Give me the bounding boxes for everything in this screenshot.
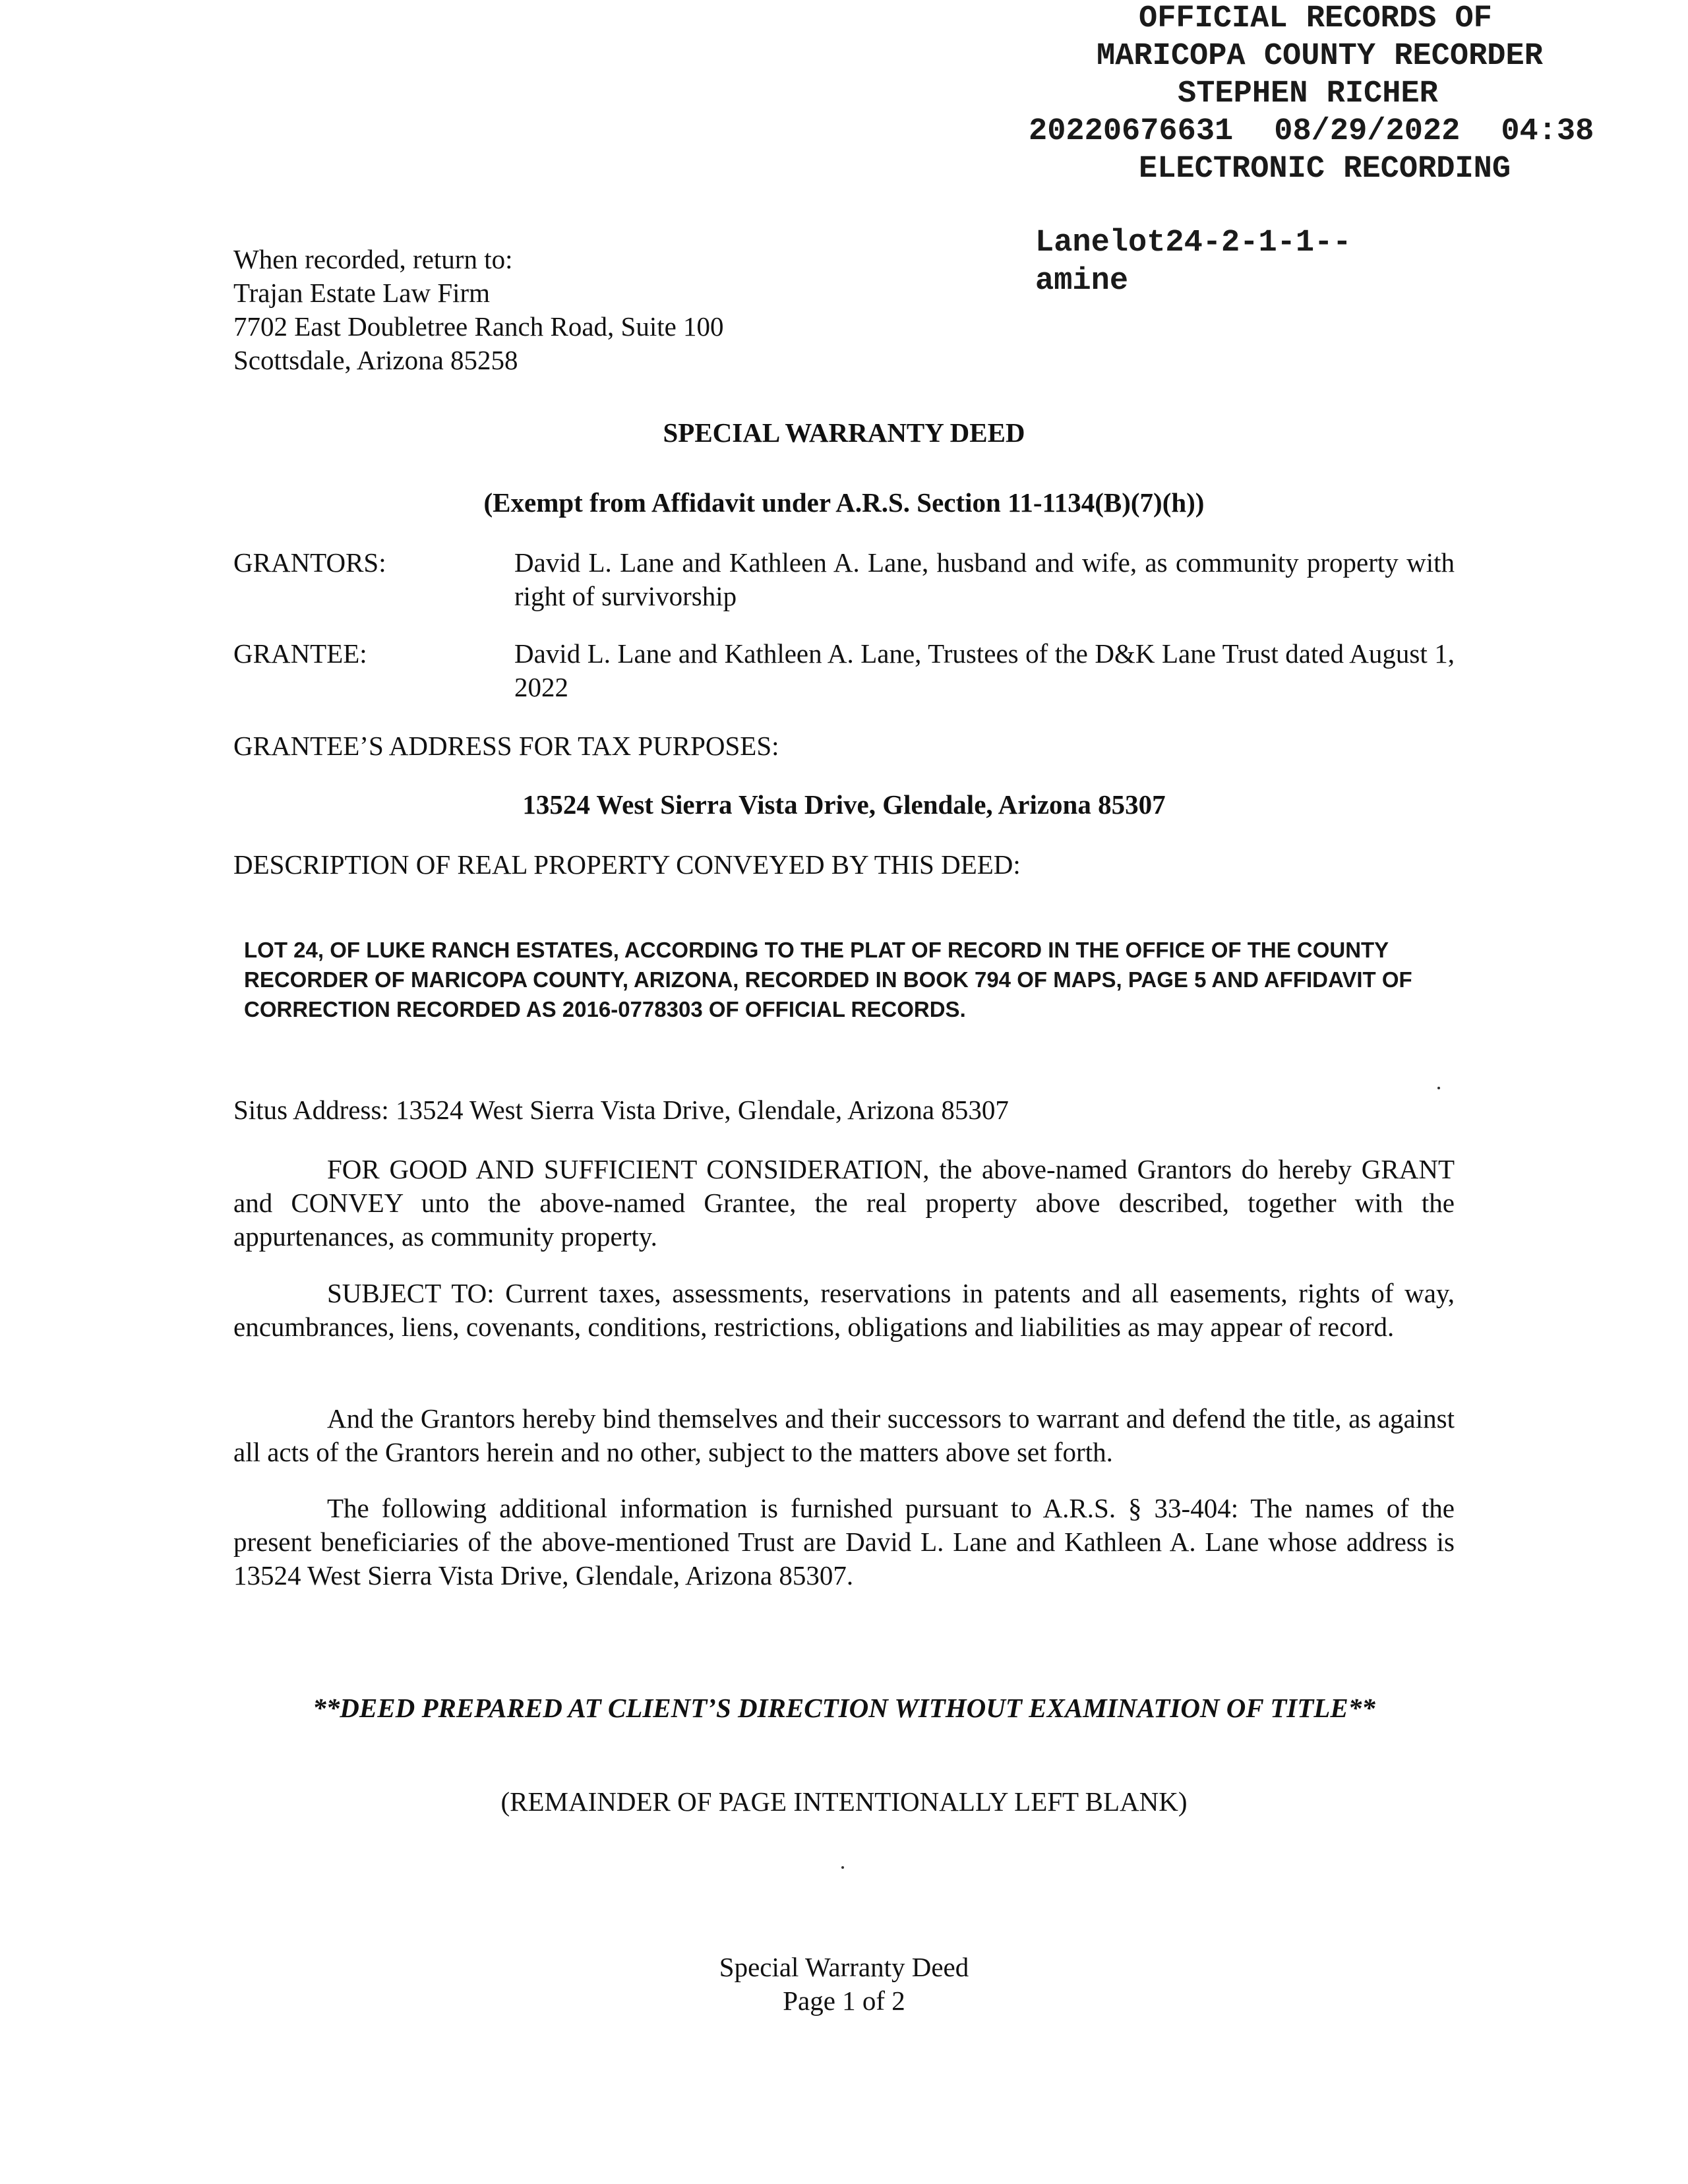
return-to-firm: Trajan Estate Law Firm — [233, 278, 491, 308]
grantee-text: David L. Lane and Kathleen A. Lane, Trustees of the D&K Lane Trust dated August 1, 2022 — [514, 638, 1455, 702]
document-reference-line-2: amine — [1035, 264, 1129, 299]
return-to-street: 7702 East Doubletree Ranch Road, Suite 100 — [233, 311, 724, 342]
stamp-line-official-records: OFFICIAL RECORDS OF — [1139, 1, 1492, 36]
return-to-heading: When recorded, return to: — [233, 244, 513, 274]
stamp-line-electronic-recording: ELECTRONIC RECORDING — [1139, 152, 1511, 187]
document-reference-line-1: Lanelot24-2-1-1-- — [1035, 226, 1352, 260]
stamp-line-record-info — [1029, 113, 1662, 150]
page-footer — [0, 1951, 1688, 2018]
return-to-city: Scottsdale, Arizona 85258 — [233, 345, 518, 375]
stamp-line-recorder-name: STEPHEN RICHER — [1178, 76, 1438, 111]
tax-address-label: GRANTEE’S ADDRESS FOR TAX PURPOSES: — [233, 731, 779, 761]
paragraph-consideration: FOR GOOD AND SUFFICIENT CONSIDERATION, the above-named Grantors do hereby GRANT and CONVEY unto the above-named Grantee, the real property above described, together with the appurtenances, as community property. — [233, 1154, 1455, 1252]
grantors-label: GRANTORS: — [233, 547, 386, 578]
exemption-note: (Exempt from Affidavit under A.R.S. Section 11-1134(B)(7)(h)) — [483, 487, 1205, 518]
grantors-text: David L. Lane and Kathleen A. Lane, husband and wife, as community property with right of survivorship — [514, 547, 1455, 611]
tax-address: 13524 West Sierra Vista Drive, Glendale, Arizona 85307 — [522, 789, 1166, 820]
description-label: DESCRIPTION OF REAL PROPERTY CONVEYED BY THIS DEED: — [233, 849, 1021, 880]
legal-description: LOT 24, OF LUKE RANCH ESTATES, ACCORDING TO THE PLAT OF RECORD IN THE OFFICE OF THE COUNTY RECORDER OF MARICOPA COUNTY, ARIZONA, RECORDED IN BOOK 794 OF MAPS, PAGE 5 AND AFFIDAVIT OF CORRECTION RECORDED AS 2016-0778303 OF OFFICIAL RECORDS. — [244, 938, 1412, 1021]
paragraph-warranty: And the Grantors hereby bind themselves and their successors to warrant and defend the title, as against all acts of the Grantors herein and no other, subject to the matters above set forth. — [233, 1403, 1455, 1467]
footer-document-name: Special Warranty Deed — [719, 1952, 969, 1982]
stamp-record-date: 08/29/2022 — [1274, 114, 1461, 149]
document-title: SPECIAL WARRANTY DEED — [663, 417, 1025, 448]
blank-notice: (REMAINDER OF PAGE INTENTIONALLY LEFT BLANK) — [500, 1786, 1188, 1817]
situs-address: Situs Address: 13524 West Sierra Vista Drive, Glendale, Arizona 85307 — [233, 1095, 1009, 1125]
recorder-stamp — [1029, 0, 1662, 188]
footer-page-number: Page 1 of 2 — [783, 1986, 905, 2016]
stamp-record-time: 04:38 — [1501, 114, 1594, 149]
prepared-notice: **DEED PREPARED AT CLIENT’S DIRECTION WITHOUT EXAMINATION OF TITLE** — [313, 1693, 1375, 1723]
grantee-label: GRANTEE: — [233, 638, 367, 669]
return-to-block — [233, 243, 724, 377]
stamp-record-number: 20220676631 — [1029, 114, 1234, 149]
stamp-line-county-recorder: MARICOPA COUNTY RECORDER — [1097, 39, 1543, 74]
scan-speck — [1437, 1087, 1440, 1089]
paragraph-beneficiaries: The following additional information is furnished pursuant to A.R.S. § 33-404: The names of the present beneficiaries of the above-mentioned Trust are David L. Lane and Kathleen A. Lane whose address is 13524 West Sierra Vista Drive, Glendale, Arizona 85307. — [233, 1493, 1455, 1591]
document-reference — [1035, 224, 1351, 301]
paragraph-subject-to: SUBJECT TO: Current taxes, assessments, reservations in patents and all easements, rights of way, encumbrances, liens, covenants, conditions, restrictions, obligations and liabilities as may appear of record. — [233, 1278, 1455, 1342]
scan-speck — [841, 1866, 844, 1869]
